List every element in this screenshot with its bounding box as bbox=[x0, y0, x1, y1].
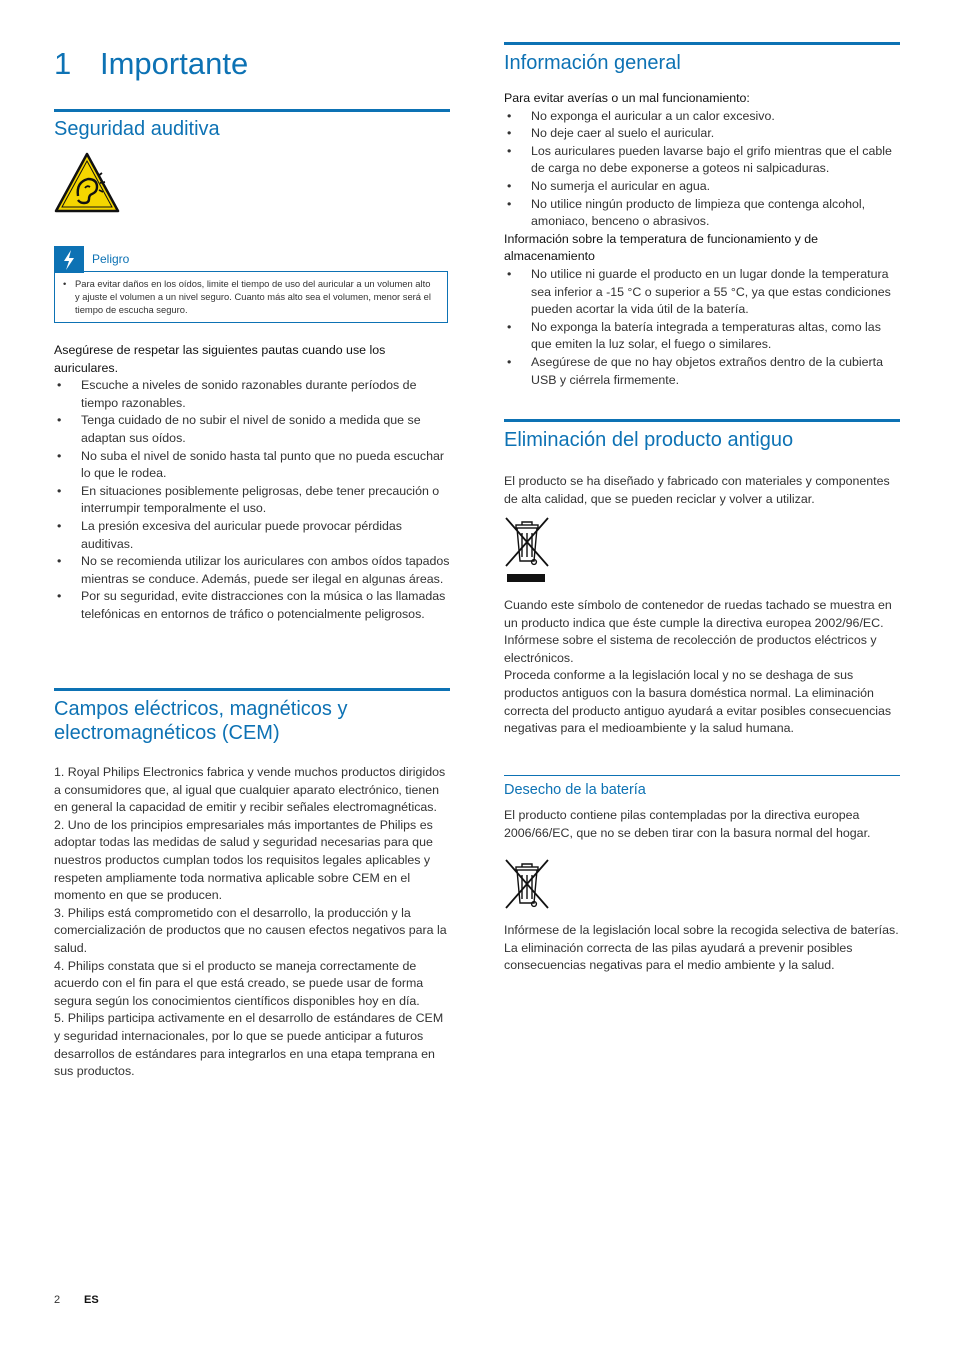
emf-paragraph: 3. Philips está comprometido con el desarrollo, la producción y la comercialización de productos que no causen efectos negativos para la salud. bbox=[54, 905, 447, 955]
battery-intro: El producto contiene pilas contempladas por la directiva europea 2006/66/EC, que no se deben tirar con la basura normal del hogar. bbox=[504, 808, 871, 840]
list-item: • Asegúrese de que no hay objetos extraños dentro de la cubierta USB y ciérrela firmemente. bbox=[504, 354, 900, 389]
list-item: • Por su seguridad, evite distracciones con la música o las llamadas telefónicas en entornos de tráfico o potencialmente peligrosos. bbox=[54, 588, 450, 623]
chapter-number: 1 bbox=[54, 46, 72, 81]
disposal-paragraph: Infórmese sobre el sistema de recolección de productos eléctricos y electrónicos. bbox=[504, 633, 877, 665]
disposal-intro: El producto se ha diseñado y fabricado con materiales y componentes de alta calidad, que se pueden reciclar y volver a utilizar. bbox=[504, 474, 890, 506]
list-item: • La presión excesiva del auricular puede provocar pérdidas auditivas. bbox=[54, 518, 450, 553]
page-number: 2 bbox=[54, 1294, 61, 1306]
danger-tab bbox=[54, 246, 84, 273]
hearing-title: Seguridad auditiva bbox=[54, 118, 220, 140]
guidelines-list bbox=[54, 377, 450, 623]
temp-list bbox=[504, 266, 900, 389]
temp-lead: Información sobre la temperatura de funcionamiento y de almacenamiento bbox=[504, 231, 819, 264]
list-item: • No sumerja el auricular en agua. bbox=[504, 178, 900, 196]
emf-title bbox=[54, 697, 450, 745]
list-item: • Tenga cuidado de no subir el nivel de sonido a medida que se adaptan sus oídos. bbox=[54, 412, 450, 447]
disposal-paragraph: Cuando este símbolo de contenedor de ruedas tachado se muestra en un producto indica que éste cumple la directiva europea 2002/96/EC. bbox=[504, 598, 892, 630]
list-item: • No se recomienda utilizar los auriculares con ambos oídos tapados mientras se conduce. Además, puede ser ilegal en algunas áreas. bbox=[54, 553, 450, 588]
danger-label: Peligro bbox=[92, 252, 130, 266]
list-item: • No deje caer al suelo el auricular. bbox=[504, 125, 900, 143]
emf-paragraph: 2. Uno de los principios empresariales más importantes de Philips es adoptar todas las medidas de salud y seguridad necesarias para que nuestros productos cumplan todos los requisitos legales aplicables y respeten ampliamente toda normativa aplicable sobre CEM en el momento en que se producen. bbox=[54, 817, 433, 903]
emf-paragraph: 4. Philips constata que si el producto se maneja correctamente de acuerdo con el fin para el que está creado, se puede usar de forma segura según los conocimientos científicos disponibles hoy en día. bbox=[54, 958, 424, 1008]
crossed-bin-icon bbox=[504, 516, 550, 584]
general-title: Información general bbox=[504, 52, 681, 74]
language-code: ES bbox=[84, 1294, 99, 1306]
disposal-section bbox=[504, 419, 900, 508]
list-item: • Escuche a niveles de sonido razonables durante períodos de tiempo razonables. bbox=[54, 377, 450, 412]
disposal-title: Eliminación del producto antiguo bbox=[504, 429, 794, 451]
battery-note-block bbox=[504, 922, 900, 975]
general-lead: Para evitar averías o un mal funcionamiento: bbox=[504, 91, 750, 105]
list-item: • No suba el nivel de sonido hasta tal punto que no pueda escuchar lo que le rodea. bbox=[54, 448, 450, 483]
lightning-icon bbox=[62, 250, 76, 270]
list-item: • No utilice ningún producto de limpieza que contenga alcohol, amoniaco, benceno o abrasivos. bbox=[504, 196, 900, 231]
danger-item: • Para evitar daños en los oídos, limite el tiempo de uso del auricular a un volumen alto y ajuste el volumen a un nivel seguro. Cuanto más alto sea el volumen, menor será el tiempo de escucha seguro. bbox=[63, 277, 437, 316]
chapter-title bbox=[54, 44, 248, 84]
chapter-name: Importante bbox=[100, 46, 249, 81]
disposal-body bbox=[504, 597, 900, 738]
page-footer bbox=[54, 1292, 99, 1310]
emf-section bbox=[54, 688, 450, 1081]
hearing-guidelines bbox=[54, 342, 450, 624]
battery-section bbox=[504, 775, 900, 842]
disposal-paragraph: Proceda conforme a la legislación local y no se deshaga de sus productos antiguos con la basura doméstica normal. La eliminación correcta del producto antiguo ayudará a evitar posibles consecuencias negativas para el medioambiente y la salud humana. bbox=[504, 668, 892, 736]
general-section bbox=[504, 42, 900, 389]
emf-paragraph: 5. Philips participa activamente en el desarrollo de estándares de CEM y seguridad internacionales, por lo que se puede anticipar a futuros desarrollos de estándares para integrarlos en una etapa temprana en sus productos. bbox=[54, 1011, 444, 1079]
emf-title-line1: Campos eléctricos, magnéticos y bbox=[54, 698, 348, 720]
list-item: • No exponga la batería integrada a temperaturas altas, como las que emiten la luz solar, el fuego o similares. bbox=[504, 319, 900, 354]
crossed-bin-icon bbox=[504, 858, 550, 910]
emf-title-line2: electromagnéticos (CEM) bbox=[54, 722, 280, 744]
list-item: • No exponga el auricular a un calor excesivo. bbox=[504, 108, 900, 126]
hearing-warning-icon bbox=[54, 152, 120, 213]
hearing-section bbox=[54, 109, 450, 141]
emf-body bbox=[54, 764, 450, 1081]
list-item: • Los auriculares pueden lavarse bajo el grifo mientras que el cable de carga no debe exponerse a goteos ni salpicaduras. bbox=[504, 143, 900, 178]
battery-note: Infórmese de la legislación local sobre la recogida selectiva de baterías. La eliminación correcta de las pilas ayudará a prevenir posibles consecuencias negativas para el medio ambiente y la salud. bbox=[504, 923, 899, 973]
emf-paragraph: 1. Royal Philips Electronics fabrica y vende muchos productos dirigidos a consumidores que, al igual que cualquier aparato electrónico, tienen en general la capacidad de emitir y recibir señales electromagnéticas. bbox=[54, 765, 446, 815]
list-item: • No utilice ni guarde el producto en un lugar donde la temperatura sea inferior a -15 °C o superior a 55 °C, ya que estas condiciones pueden acortar la vida útil de la batería. bbox=[504, 266, 900, 319]
list-item: • En situaciones posiblemente peligrosas, debe tener precaución o interrumpir temporalmente el uso. bbox=[54, 483, 450, 518]
guidelines-lead: Asegúrese de respetar las siguientes pautas cuando use los auriculares. bbox=[54, 343, 386, 375]
danger-body bbox=[54, 271, 448, 323]
battery-title: Desecho de la batería bbox=[504, 782, 646, 798]
general-list bbox=[504, 108, 900, 231]
